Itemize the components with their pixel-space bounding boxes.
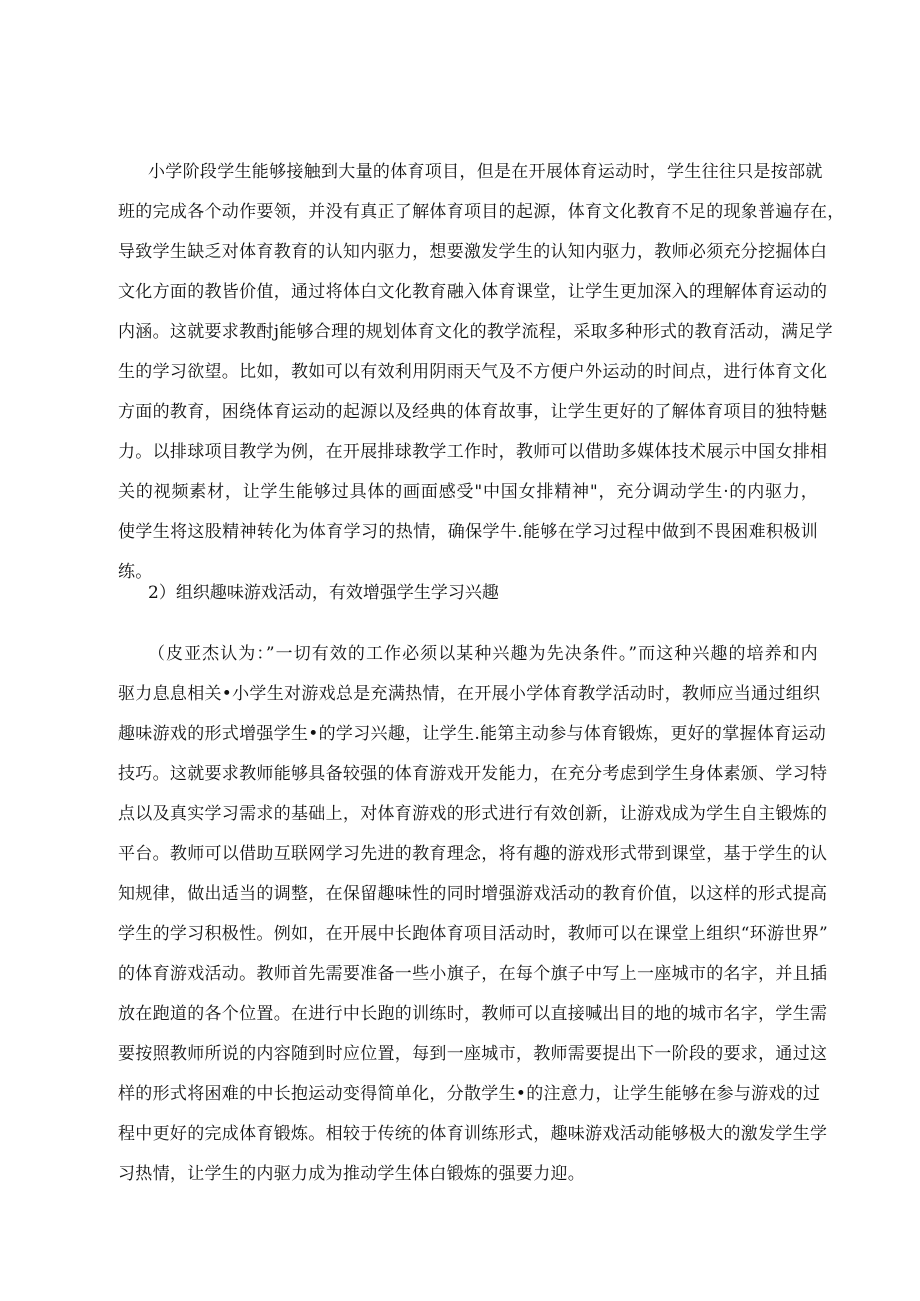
paragraph-line: 方面的教育，困绕体育运动的起源以及经典的体育故事，让学生更好的了解体育项目的独特魅 <box>118 402 828 422</box>
paragraph-line: 生的学习欲望。比如，教如可以有效利用阴雨天气及不方便户外运动的时间点，进行体育文化 <box>118 362 828 382</box>
paragraph-line: 导致学生缺乏对体育教育的认知内驱力，想要激发学生的认知内驱力，教师必须充分挖掘体白 <box>118 242 828 262</box>
paragraph-line: 要按照教师所说的内容随到时应位置，每到一座城市，教师需要提出下一阶段的要求，通过这 <box>118 1044 828 1064</box>
paragraph-line: 使学生将这股精神转化为体育学习的热情，确保学牛.能够在学习过程中做到不畏困难积极训 <box>118 522 818 542</box>
paragraph-1 <box>118 152 845 592</box>
paragraph-line: 班的完成各个动作要领，并没有真正了解体育项目的起源，体育文化教育不足的现象普遍存在， <box>118 202 845 222</box>
paragraph-2 <box>118 634 828 1194</box>
paragraph-line: 技巧。这就要求教师能够具备较强的体育游戏开发能力，在充分考虑到学生身体素颁、学习特 <box>118 764 828 784</box>
paragraph-line: 平台。教师可以借助互联网学习先进的教育理念，将有趣的游戏形式带到课堂，基于学生的认 <box>118 844 828 864</box>
paragraph-line: 练。 <box>118 562 153 582</box>
paragraph-line: 力。以排球项目教学为例，在开展排球教学工作时，教师可以借助多媒体技术展示中国女排相 <box>118 442 828 462</box>
paragraph-line: 习热情，让学生的内驱力成为推动学生体白锻炼的强要力迎。 <box>118 1164 586 1184</box>
section-heading <box>148 573 848 613</box>
paragraph-line: 放在跑道的各个位置。在进行中长跑的训练时，教师可以直接喊出目的地的城市名字，学生需 <box>118 1004 828 1024</box>
paragraph-line: 点以及真实学习需求的基础上，对体育游戏的形式进行有效创新，让游戏成为学生自主锻炼的 <box>118 804 828 824</box>
section-heading-text: 2）组织趣味游戏活动，有效增强学生学习兴趣 <box>148 583 499 603</box>
paragraph-line: 的体育游戏活动。教师首先需要准备一些小旗子，在每个旗子中写上一座城市的名字，并且插 <box>118 964 828 984</box>
paragraph-line: 学生的学习积极性。例如，在开展中长跑体育项目活动时，教师可以在课堂上组织“环游世界” <box>118 924 828 944</box>
paragraph-line: 知规律，做出适当的调整，在保留趣味性的同时增强游戏活动的教育价值，以这样的形式提高 <box>118 884 828 904</box>
paragraph-line: 样的形式将困难的中长抱运动变得简单化，分散学生•的注意力，让学生能够在参与游戏的过 <box>118 1084 821 1104</box>
paragraph-line: 驱力息息相关•小学生对游戏总是充满热情，在开展小学体育教学活动时，教师应当通过组织 <box>118 684 821 704</box>
paragraph-line: 文化方面的教皆价值，通过将体白文化教育融入体育课堂，让学生更加深入的理解体育运动的 <box>118 282 828 302</box>
paragraph-line: 内涵。这就要求教酎j能够合理的规划体育文化的教学流程，采取多种形式的教育活动，满足学 <box>118 322 833 342</box>
paragraph-line: 程中更好的完成体育锻炼。相较于传统的体育训练形式，趣味游戏活动能够极大的激发学生学 <box>118 1124 828 1144</box>
paragraph-line: 小学阶段学生能够接触到大量的体育项目，但是在开展体育运动时，学生往往只是按部就 <box>148 162 823 182</box>
paragraph-line: （皮亚杰认为：”一切有效的工作必须以某种兴趣为先决条件。”而这种兴趣的培养和内 <box>148 644 818 664</box>
paragraph-line: 关的视频素材，让学生能够过具体的画面感受"中国女排精神"，充分调动学生·的内驱力， <box>118 482 818 502</box>
paragraph-line: 趣味游戏的形式增强学生•的学习兴趣，让学生.能第主动参与体育锻炼，更好的掌握体育运动 <box>118 724 827 744</box>
